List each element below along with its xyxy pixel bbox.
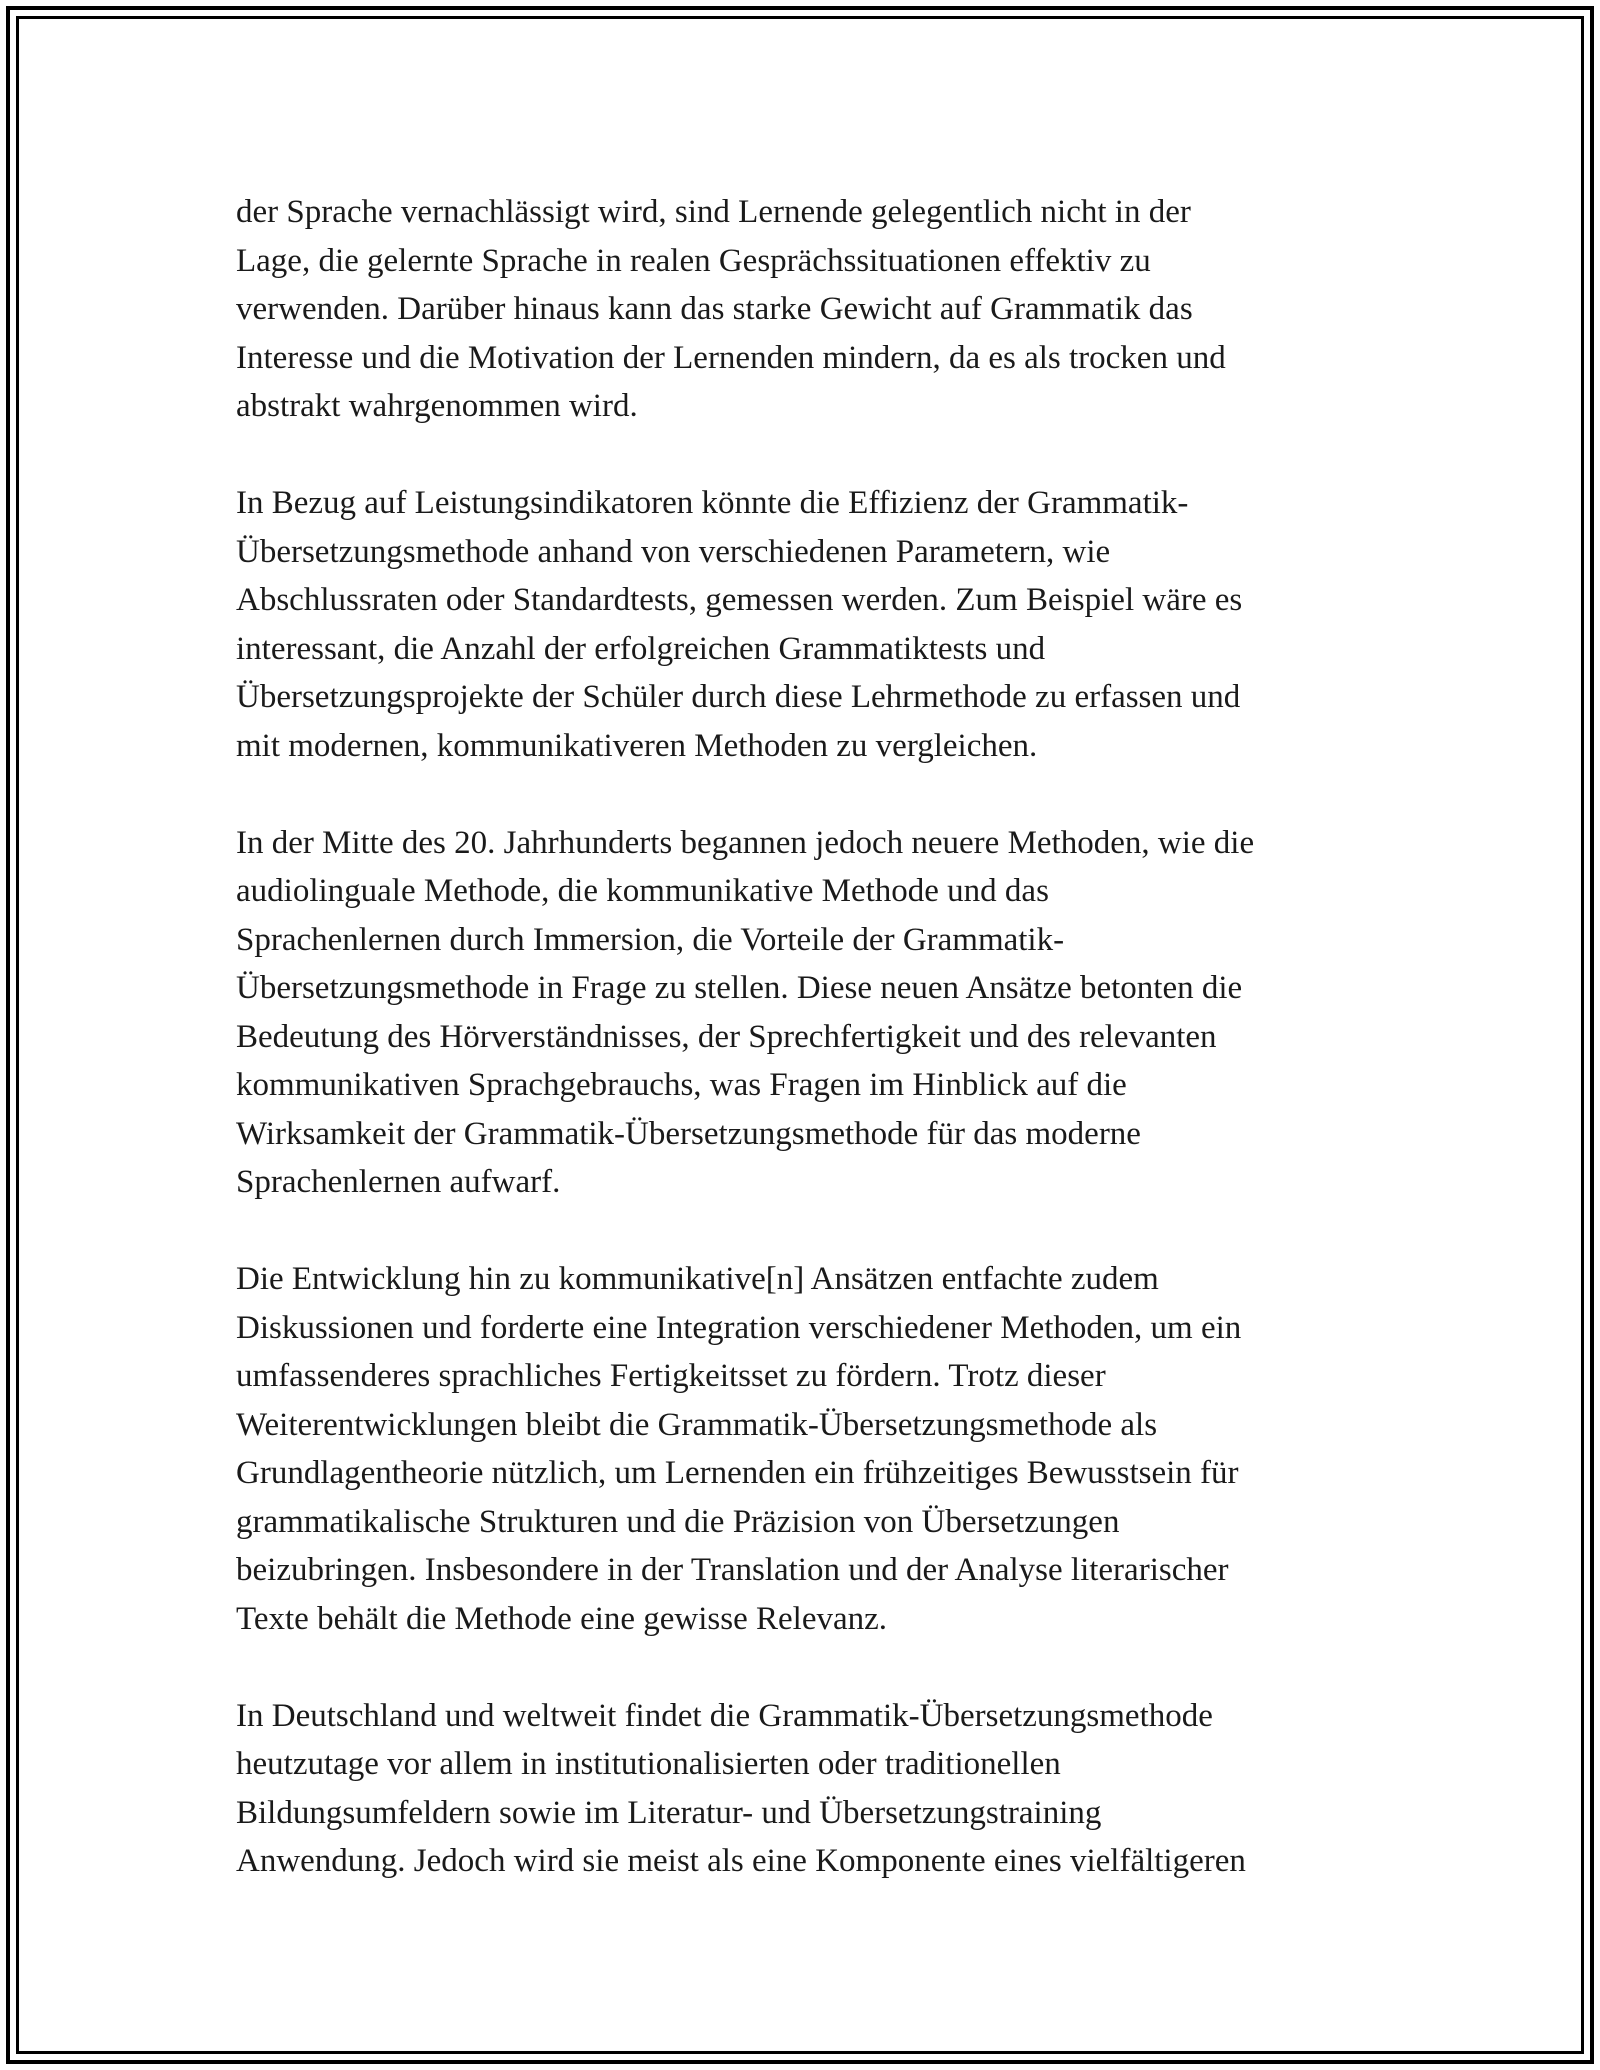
paragraph-3 — [236, 819, 1386, 1207]
text-line: Lage, die gelernte Sprache in realen Gesprächssituationen effektiv zu — [236, 242, 1151, 279]
text-line: Texte behält die Methode eine gewisse Relevanz. — [236, 1600, 888, 1637]
text-line: Weiterentwicklungen bleibt die Grammatik-Übersetzungsmethode als — [236, 1406, 1158, 1443]
text-line: heutzutage vor allem in institutionalisierten oder traditionellen — [236, 1746, 1061, 1782]
text-line: In Deutschland und weltweit findet die Grammatik-Übersetzungsmethode — [236, 1697, 1213, 1734]
text-line: verwenden. Darüber hinaus kann das starke Gewicht auf Grammatik das — [236, 291, 1193, 327]
text-line: beizubringen. Insbesondere in der Translation und der Analyse literarischer — [236, 1552, 1229, 1588]
text-line: Bedeutung des Hörverständnisses, der Sprechfertigkeit und des relevanten — [236, 1018, 1217, 1055]
paragraph-5 — [236, 1692, 1386, 1886]
text-line: Sprachenlernen aufwarf. — [236, 1164, 561, 1200]
text-line: Übersetzungsmethode anhand von verschiedenen Parametern, wie — [236, 533, 1111, 570]
text-line: Sprachenlernen durch Immersion, die Vorteile der Grammatik- — [236, 921, 1065, 958]
text-line: Grundlagentheorie nützlich, um Lernenden ein frühzeitiges Bewusstsein für — [236, 1455, 1239, 1491]
text-line: der Sprache vernachlässigt wird, sind Lernende gelegentlich nicht in der — [236, 194, 1191, 230]
text-line: Abschlussraten oder Standardtests, gemessen werden. Zum Beispiel wäre es — [236, 582, 1243, 618]
text-line: Anwendung. Jedoch wird sie meist als eine Komponente eines vielfältigeren — [236, 1843, 1246, 1879]
paragraph-4 — [236, 1255, 1386, 1643]
text-line: audiolinguale Methode, die kommunikative Methode und das — [236, 873, 1049, 909]
text-line: Wirksamkeit der Grammatik-Übersetzungsmethode für das moderne — [236, 1115, 1141, 1152]
text-line: Übersetzungsmethode in Frage zu stellen. Diese neuen Ansätze betonten die — [236, 970, 1243, 1006]
text-line: Interesse und die Motivation der Lernenden mindern, da es als trocken und — [236, 339, 1226, 376]
text-line: Die Entwicklung hin zu kommunikative[n] Ansätzen entfachte zudem — [236, 1261, 1159, 1297]
text-line: Diskussionen und forderte eine Integration verschiedener Methoden, um ein — [236, 1309, 1242, 1346]
text-line: grammatikalische Strukturen und die Präzision von Übersetzungen — [236, 1503, 1120, 1540]
text-line: In der Mitte des 20. Jahrhunderts begannen jedoch neuere Methoden, wie die — [236, 824, 1255, 861]
text-line: In Bezug auf Leistungsindikatoren könnte die Effizienz der Grammatik- — [236, 485, 1189, 521]
paragraph-1 — [236, 188, 1386, 431]
document-body — [236, 188, 1386, 1934]
text-line: umfassenderes sprachliches Fertigkeitsset zu fördern. Trotz dieser — [236, 1358, 1106, 1394]
text-line: kommunikativen Sprachgebrauchs, was Fragen im Hinblick auf die — [236, 1067, 1127, 1103]
text-line: interessant, die Anzahl der erfolgreichen Grammatiktests und — [236, 630, 1046, 667]
paragraph-2 — [236, 479, 1386, 770]
text-line: Bildungsumfeldern sowie im Literatur- und Übersetzungstraining — [236, 1794, 1102, 1831]
text-line: mit modernen, kommunikativeren Methoden zu vergleichen. — [236, 727, 1038, 764]
text-line: abstrakt wahrgenommen wird. — [236, 388, 638, 424]
text-line: Übersetzungsprojekte der Schüler durch diese Lehrmethode zu erfassen und — [236, 679, 1241, 715]
